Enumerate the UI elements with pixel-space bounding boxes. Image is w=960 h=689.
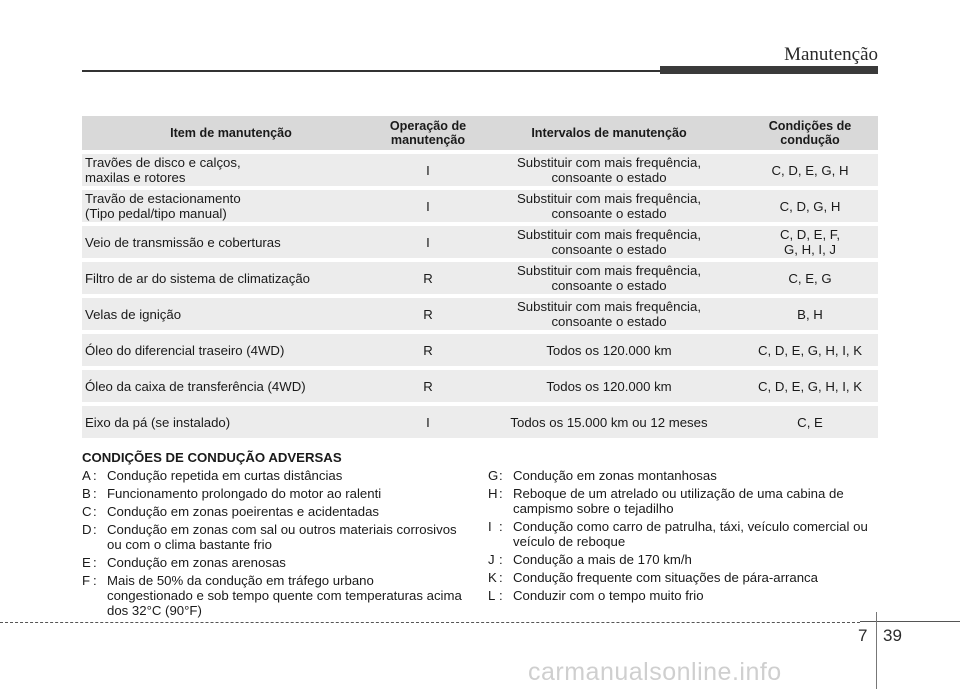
condition-separator: : — [93, 555, 97, 570]
cell-conditions — [742, 370, 878, 402]
cell-interval-line: Todos os 120.000 km — [546, 342, 672, 358]
cell-interval-line: consoante o estado — [551, 242, 667, 257]
table-row — [82, 262, 878, 294]
condition-letter: J — [488, 552, 495, 567]
condition-text: Condução frequente com situações de pára-arranca — [513, 570, 818, 585]
cell-interval-line: consoante o estado — [551, 314, 667, 329]
condition-text: Condução a mais de 170 km/h — [513, 552, 692, 567]
cell-operation: R — [380, 262, 476, 294]
cell-item — [82, 298, 380, 330]
chapter-number: 7 — [858, 626, 868, 645]
condition-separator: : — [499, 468, 503, 483]
condition-letter: G — [488, 468, 499, 483]
page-number: 39 — [883, 626, 902, 645]
condition-separator: : — [93, 573, 97, 588]
cell-interval-line: Substituir com mais frequência, — [517, 191, 701, 206]
cell-interval-line: consoante o estado — [551, 170, 667, 185]
cell-item-line: maxilas e rotores — [85, 170, 186, 185]
conditions-title: CONDIÇÕES DE CONDUÇÃO ADVERSAS — [82, 450, 342, 465]
table-row — [82, 298, 878, 330]
cell-conditions — [742, 190, 878, 222]
cell-item-line: Óleo da caixa de transferência (4WD) — [85, 378, 306, 394]
cell-conditions-line: C, E — [797, 414, 823, 430]
cell-item — [82, 370, 380, 402]
cell-item-line: Travões de disco e calços, — [85, 155, 241, 170]
cell-interval-line: consoante o estado — [551, 278, 667, 293]
page-header-title: Manutenção — [784, 44, 878, 65]
condition-text: Condução como carro de patrulha, táxi, veículo comercial ou veículo de reboque — [513, 519, 868, 549]
cell-conditions — [742, 298, 878, 330]
cell-interval — [476, 406, 742, 438]
cell-item-line: Óleo do diferencial traseiro (4WD) — [85, 342, 285, 358]
condition-item — [82, 468, 462, 483]
condition-letter: I — [488, 519, 492, 534]
cell-interval-line: Todos os 120.000 km — [546, 378, 672, 394]
condition-letter: B — [82, 486, 91, 501]
cell-interval-line: Todos os 15.000 km ou 12 meses — [510, 414, 708, 430]
table-row — [82, 226, 878, 258]
condition-letter: L — [488, 588, 496, 603]
condition-letter: E — [82, 555, 91, 570]
cell-operation: I — [380, 406, 476, 438]
cell-conditions — [742, 226, 878, 258]
header-interval: Intervalos de manutenção — [476, 116, 742, 150]
condition-text: Condução em zonas montanhosas — [513, 468, 717, 483]
condition-separator: : — [93, 486, 97, 501]
header-rule-accent — [660, 66, 878, 74]
condition-text: Mais de 50% da condução em tráfego urbano congestionado e sob tempo quente com temperaturas acima dos 32°C (90°F) — [107, 573, 462, 618]
condition-text: Condução repetida em curtas distâncias — [107, 468, 343, 483]
cell-conditions-line: C, D, G, H — [779, 198, 841, 214]
cell-conditions-line: B, H — [797, 306, 823, 322]
cell-interval — [476, 262, 742, 294]
condition-separator: : — [499, 552, 503, 567]
condition-text: Condução em zonas poeirentas e acidentadas — [107, 504, 379, 519]
cell-interval — [476, 190, 742, 222]
cell-item-line: Eixo da pá (se instalado) — [85, 414, 231, 430]
cell-item-line: Velas de ignição — [85, 306, 182, 322]
condition-separator: : — [93, 522, 97, 537]
cell-item-line: (Tipo pedal/tipo manual) — [85, 206, 227, 221]
cell-item — [82, 334, 380, 366]
condition-item — [82, 555, 462, 570]
cell-conditions-line: G, H, I, J — [783, 242, 837, 257]
cell-item-line: Travão de estacionamento — [85, 191, 241, 206]
condition-separator: : — [499, 519, 503, 534]
conditions-left-column — [82, 468, 462, 621]
cell-conditions-line: C, D, E, F, — [779, 227, 841, 242]
cell-conditions-line: C, D, E, G, H — [771, 162, 849, 178]
header-rule — [82, 70, 662, 72]
cell-conditions-line: C, D, E, G, H, I, K — [757, 378, 863, 394]
cell-interval — [476, 334, 742, 366]
condition-separator: : — [93, 468, 97, 483]
cell-operation: I — [380, 154, 476, 186]
header-conditions: Condições de condução — [742, 116, 878, 150]
cell-interval-line: Substituir com mais frequência, — [517, 227, 701, 242]
cell-operation: I — [380, 226, 476, 258]
cell-interval — [476, 298, 742, 330]
cell-interval — [476, 370, 742, 402]
condition-item — [488, 468, 888, 483]
cell-item — [82, 154, 380, 186]
table-header-row — [82, 116, 878, 150]
cell-interval-line: Substituir com mais frequência, — [517, 299, 701, 314]
cell-conditions — [742, 406, 878, 438]
cell-interval-line: Substituir com mais frequência, — [517, 263, 701, 278]
cell-conditions-line: C, D, E, G, H, I, K — [757, 342, 863, 358]
cell-interval-line: consoante o estado — [551, 206, 667, 221]
table-row — [82, 406, 878, 438]
cell-operation: R — [380, 334, 476, 366]
condition-separator: : — [499, 486, 503, 501]
condition-letter: A — [82, 468, 91, 483]
cell-interval — [476, 226, 742, 258]
condition-item — [488, 570, 888, 585]
condition-item — [488, 486, 888, 516]
maintenance-table — [82, 112, 878, 442]
cell-conditions-line: C, E, G — [788, 270, 832, 286]
condition-item — [488, 552, 888, 567]
cell-item-line: Filtro de ar do sistema de climatização — [85, 270, 311, 286]
cell-item-line: Veio de transmissão e coberturas — [85, 234, 281, 250]
condition-text: Conduzir com o tempo muito frio — [513, 588, 704, 603]
condition-item — [82, 573, 462, 618]
footer-rule — [0, 622, 860, 623]
cell-interval — [476, 154, 742, 186]
condition-item — [82, 522, 462, 552]
cell-operation: I — [380, 190, 476, 222]
watermark: carmanualsonline.info — [528, 658, 782, 686]
adverse-conditions — [82, 450, 882, 618]
cell-operation: R — [380, 370, 476, 402]
condition-letter: C — [82, 504, 92, 519]
footer-rule-right — [860, 621, 960, 622]
cell-item — [82, 262, 380, 294]
cell-item — [82, 406, 380, 438]
conditions-right-column — [488, 468, 888, 606]
condition-text: Funcionamento prolongado do motor ao ralenti — [107, 486, 382, 501]
cell-item — [82, 190, 380, 222]
condition-item — [488, 519, 888, 549]
cell-conditions — [742, 334, 878, 366]
table-row — [82, 334, 878, 366]
condition-letter: D — [82, 522, 92, 537]
condition-text: Condução em zonas arenosas — [107, 555, 286, 570]
cell-item — [82, 226, 380, 258]
condition-letter: H — [488, 486, 498, 501]
table-row — [82, 190, 878, 222]
cell-operation: R — [380, 298, 476, 330]
condition-text: Condução em zonas com sal ou outros materiais corrosivos ou com o clima bastante frio — [107, 522, 457, 552]
condition-letter: K — [488, 570, 497, 585]
table-row — [82, 154, 878, 186]
condition-text: Reboque de um atrelado ou utilização de uma cabina de campismo sobre o tejadilho — [513, 486, 844, 516]
condition-letter: F — [82, 573, 91, 588]
condition-separator: : — [499, 570, 503, 585]
cell-conditions — [742, 154, 878, 186]
cell-conditions — [742, 262, 878, 294]
footer-divider — [876, 612, 877, 689]
table-row — [82, 370, 878, 402]
condition-item — [82, 504, 462, 519]
condition-separator: : — [93, 504, 97, 519]
condition-separator: : — [499, 588, 503, 603]
header-operation: Operação de manutenção — [380, 116, 476, 150]
condition-item — [488, 588, 888, 603]
cell-interval-line: Substituir com mais frequência, — [517, 155, 701, 170]
header-item: Item de manutenção — [82, 116, 380, 150]
condition-item — [82, 486, 462, 501]
